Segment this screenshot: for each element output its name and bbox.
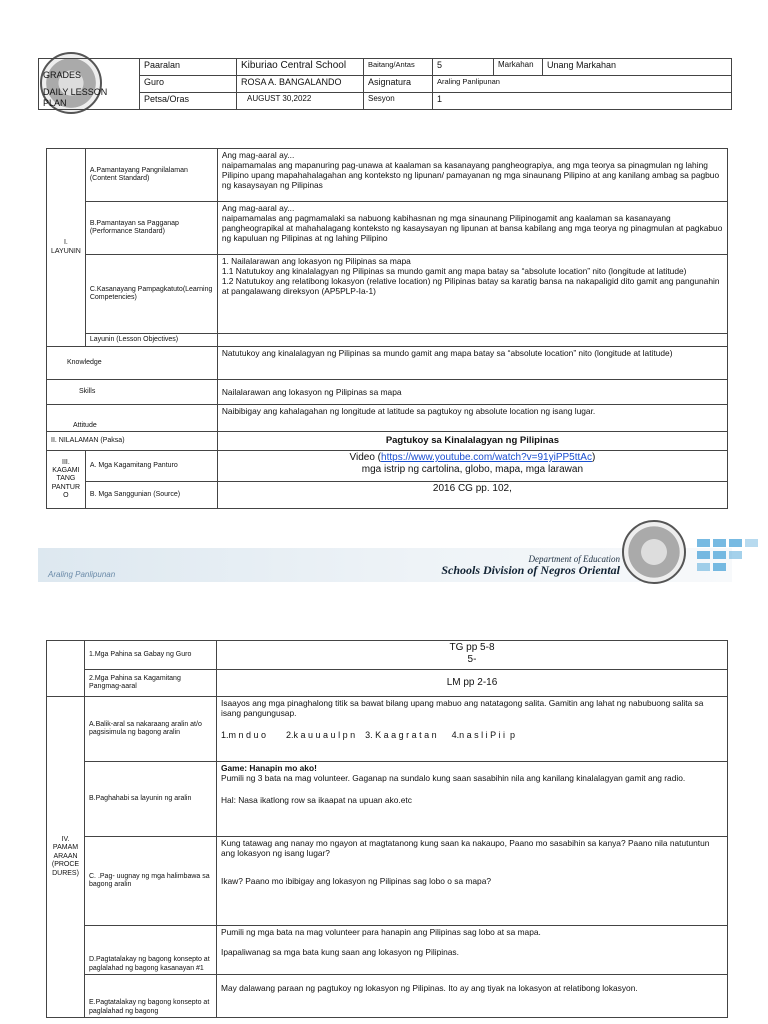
- lesson-table-1: [46, 148, 728, 509]
- balik-aral-text: [217, 697, 728, 762]
- performance-standard-label: B.Pamantayan sa Pagganap (Performance Standard): [85, 202, 217, 255]
- markahan-label: Markahan: [494, 59, 543, 76]
- petsa-value: AUGUST 30,2022: [237, 93, 364, 110]
- lm-pages-value: LM pp 2-16: [217, 670, 728, 697]
- attitude-label: Attitude: [47, 405, 218, 432]
- skills-text: Nailalarawan ang lokasyon ng Pilipinas sa mapa: [217, 380, 727, 405]
- pag-uugnay-question-2: Ikaw? Paano mo ibibigay ang lokasyon ng Pilipinas sag lobo o sa mapa?: [221, 876, 492, 887]
- video-prefix: Video (: [349, 452, 382, 463]
- performance-standard-intro: Ang mag-aaral ay...: [221, 203, 295, 213]
- tg-pages-label: 1.Mga Pahina sa Gabay ng Guro: [85, 641, 217, 670]
- asignatura-value: Araling Panlipunan: [433, 76, 732, 93]
- asignatura-label: Asignatura: [364, 76, 433, 93]
- video-link[interactable]: https://www.youtube.com/watch?v=91yiPP5ttAc: [381, 452, 592, 463]
- pagtatalakay-1-label: D.Pagtatalakay ng bagong konsepto at paglalahad ng bagong kasanayan #1: [85, 926, 217, 975]
- balik-aral-instructions: Isaayos ang mga pinaghalong titik sa bawat bilang upang mabuo ang natatagong salita. Gamitin ang lahat ng nabubuong salita sa isang pangungusap.: [221, 698, 704, 719]
- skills-label: Skills: [47, 380, 218, 405]
- markahan-value: Unang Markahan: [543, 59, 732, 76]
- page2-blank-cell: [47, 641, 85, 697]
- kagamitan-section: III. KAGAMI TANG PANTUR O: [47, 451, 86, 509]
- petsa-label: Petsa/Oras: [140, 93, 237, 110]
- guro-label: Guro: [140, 76, 237, 93]
- sanggunian-value: 2016 CG pp. 102,: [217, 482, 727, 509]
- paaralan-label: Paaralan: [140, 59, 237, 76]
- competency-1-2: 1.2 Natutukoy ang relatibong lokasyon (relative location) ng Pilipinas batay sa karatig bansa na nakapaligid dito gamit ang pangunahin at pangalawang direksyon (AP5PLP-Ia-1): [221, 276, 720, 297]
- attitude-text: Naibibigay ang kahalagahan ng longitude at latitude sa pagtukoy ng absolute location ng isang lugar.: [217, 405, 727, 432]
- sesyon-label: Sesyon: [364, 93, 433, 110]
- competency-1-1: 1.1 Natutukoy ang kinalalagyan ng Pilipinas sa mundo gamit ang mapa batay sa “absolute location” nito (longitude at latitude): [221, 266, 687, 277]
- nilalaman-value: Pagtukoy sa Kinalalagyan ng Pilipinas: [217, 432, 727, 451]
- sanggunian-label: B. Mga Sanggunian (Source): [85, 482, 217, 509]
- banner-subject: Araling Panlipunan: [48, 570, 116, 579]
- baitang-value: 5: [433, 59, 494, 76]
- layunin-section: I. LAYUNIN: [47, 149, 86, 347]
- tg-pages-line1: TG pp 5-8: [449, 642, 495, 653]
- pag-uugnay-text: [217, 837, 728, 926]
- materials-text: mga istrip ng cartolina, globo, mapa, mga larawan: [361, 464, 584, 475]
- game-instructions: Pumili ng 3 bata na mag volunteer. Gaganap na sundalo kung saan sasabihin nila ang kanilang kinalalagyan gamit ang radio.: [221, 773, 686, 784]
- grades-label: GRADES: [43, 70, 82, 80]
- competency-1: 1. Nailalarawan ang lokasyon ng Pilipinas sa mapa: [221, 256, 411, 266]
- scrambled-words: 1.m n d u o 2.k a u u a u l p n 3. K a a g r a t a n 4.n a s l i P i i p: [221, 730, 515, 741]
- video-suffix: ): [591, 452, 596, 463]
- lesson-objectives-label: Layunin (Lesson Objectives): [85, 334, 217, 347]
- knowledge-label: Knowledge: [47, 347, 218, 380]
- baitang-label: Baitang/Antas: [364, 59, 433, 76]
- content-standard-intro: Ang mag-aaral ay...: [221, 150, 295, 160]
- performance-standard-body: naipamamalas ang pagmamalaki sa nabuong kabihasnan ng mga sinaunang Pilipinogamit ang kaalaman sa kasanayang pangheograpikal at mahahalagang konteksto ng kasaysayan ng lipunan at bansa kabilang ang mga teorya ng pinagmulan at pagkabuo ng kapuluan ng Pilipinas at ng lahing Pilipino: [221, 213, 723, 244]
- paghahabi-text: [217, 762, 728, 837]
- plan-label: PLAN: [43, 97, 67, 108]
- guro-value: ROSA A. BANGALANDO: [237, 76, 364, 93]
- pagtatalakay-2-label: E.Pagtatalakay ng bagong konsepto at paglalahad ng bagong: [85, 975, 217, 1018]
- game-title: Game: Hanapin mo ako!: [221, 763, 317, 773]
- content-standard-text: [217, 149, 727, 202]
- content-standard-body: naipamamalas ang mapanuring pag-unawa at kaalaman sa kasanayang pangheograpiya, ang mga teorya sa pinagmulan ng lahing Pilipino upang mapahahalagahan ang konteksto ng lipunan/ pamayanan ng mga sinaunang Pilipino at ang kanilang ambag sa pagbuo ng kasaysayan ng Pilipinas: [221, 160, 720, 191]
- lm-pages-label: 2.Mga Pahina sa Kagamitang Pangmag-aaral: [85, 670, 217, 697]
- lesson-objectives-value: [217, 334, 727, 347]
- banner-tiles-icon: [695, 531, 768, 581]
- lesson-table-2: [46, 640, 728, 1018]
- pag-uugnay-question: Kung tatawag ang nanay mo ngayon at magtatanong kung saan ka nakaupo, Paano mo sasabihin sa kanya? Paano nila natutuntun ang lokasyon ng isang lugar?: [221, 838, 710, 859]
- dll-title-cell: [39, 59, 140, 110]
- nilalaman-label: II. NILALAMAN (Paksa): [47, 432, 218, 451]
- tg-pages-line2: 5-: [467, 654, 477, 665]
- kagamitang-panturo-label: A. Mga Kagamitang Panturo: [85, 451, 217, 482]
- paaralan-value: Kiburiao Central School: [237, 59, 364, 76]
- pagtatalakay-1-line2: Ipapaliwanag sa mga bata kung saan ang lokasyon ng Pilipinas.: [221, 947, 459, 958]
- header-table: [38, 58, 732, 110]
- deped-logo-icon: [622, 520, 686, 584]
- dll-label: DAILY LESSON: [43, 86, 108, 97]
- pag-uugnay-label: C. .Pag- uugnay ng mga halimbawa sa bagong aralin: [85, 837, 217, 926]
- knowledge-text: Natutukoy ang kinalalagyan ng Pilipinas sa mundo gamit ang mapa batay sa “absolute location” nito (longitude at latitude): [217, 347, 727, 380]
- banner-division: Schools Division of Negros Oriental: [441, 563, 620, 577]
- balik-aral-label: A.Balik-aral sa nakaraang aralin at/o pagsisimula ng bagong aralin: [85, 697, 217, 762]
- learning-competencies-text: [217, 255, 727, 334]
- pagtatalakay-1-text: [217, 926, 728, 975]
- kagamitang-panturo-value: [217, 451, 727, 482]
- sesyon-value: 1: [433, 93, 732, 110]
- tg-pages-value: [217, 641, 728, 670]
- game-example: Hal: Nasa ikatlong row sa ikaapat na upuan ako.etc: [221, 795, 412, 806]
- learning-competencies-label: C.Kasanayang Pampagkatuto(Learning Competencies): [85, 255, 217, 334]
- performance-standard-text: [217, 202, 727, 255]
- pagtatalakay-1-line1: Pumili ng mga bata na mag volunteer para hanapin ang Pilipinas sag lobo at sa mapa.: [221, 927, 541, 937]
- pamamaraan-section: IV. PAMAM ARAAN (PROCE DURES): [47, 697, 85, 1018]
- content-standard-label: A.Pamantayang Pangnilalaman (Content Standard): [85, 149, 217, 202]
- pagtatalakay-2-text: May dalawang paraan ng pagtukoy ng lokasyon ng Pilipinas. Ito ay ang tiyak na lokasyon at relatibong lokasyon.: [217, 975, 728, 1018]
- paghahabi-label: B.Paghahabi sa layunin ng aralin: [85, 762, 217, 837]
- video-line: [222, 452, 723, 464]
- banner-dept: Department of Education: [528, 554, 620, 564]
